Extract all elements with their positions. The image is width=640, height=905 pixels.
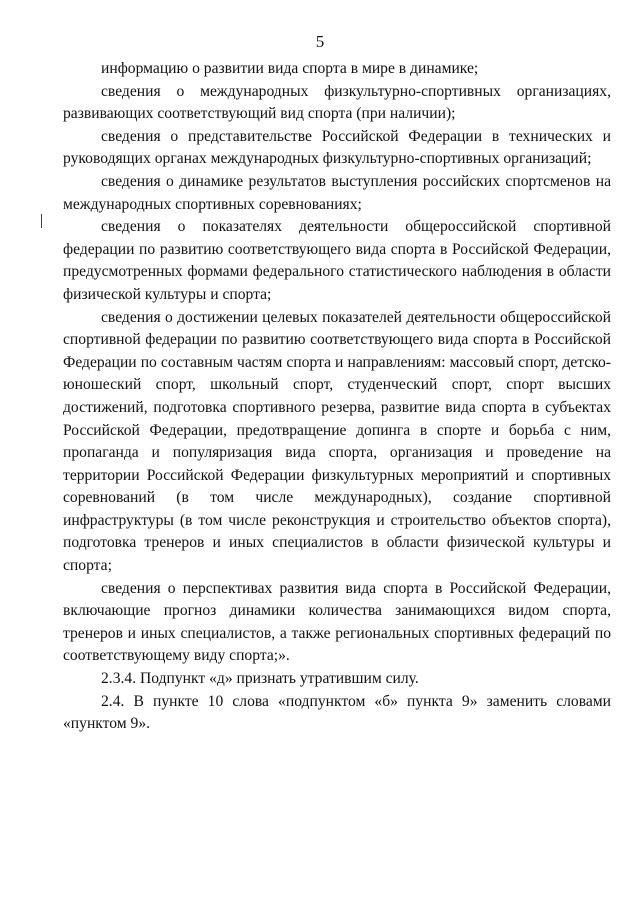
margin-mark xyxy=(41,214,42,228)
paragraph-representation: сведения о представительстве Российской Федерации в технических и руководящих органах международных физкультурно-спортивных организаций; xyxy=(63,127,611,168)
paragraph-results-dynamics: сведения о динамике результатов выступления российских спортсменов на международных спортивных соревнованиях; xyxy=(63,172,611,213)
page-number: 5 xyxy=(315,32,325,51)
paragraph-development-info: информацию о развитии вида спорта в мире в динамике; xyxy=(101,60,479,77)
paragraph-prospects: сведения о перспективах развития вида спорта в Российской Федерации, включающие прогноз динамики количества занимающихся видом спорта, тренеров и иных специалистов, а также региональных спортивных федераций по соответствующему виду спорта;». xyxy=(63,579,611,665)
paragraph-subpoint-d: 2.3.4. Подпункт «д» признать утратившим силу. xyxy=(101,670,419,688)
paragraph-federation-indicators: сведения о показателях деятельности общероссийской спортивной федерации по развитию соответствующего вида спорта в Российской Федерации, предусмотренных формами федерального статистического наблюдения в области физической культуры и спорта; xyxy=(63,218,611,303)
document-body xyxy=(63,58,611,736)
paragraph-international-organizations: сведения о международных физкультурно-спортивных организациях, развивающих соответствующий вид спорта (при наличии); xyxy=(63,82,611,123)
paragraph-target-indicators: сведения о достижении целевых показателей деятельности общероссийской спортивной федерации по развитию соответствующего вида спорта в Российской Федерации по составным частям спорта и направлениям: массовый спорт, детско-юношеский спорт, школьный спорт, студенческий спорт, спорт высших достижений, подготовка спортивного резерва, развитие вида спорта в субъектах Российской Федерации, предотвращение допинга в спорте и борьба с ним, пропаганда и популяризация вида спорта, организация и проведение на территории Российской Федерации физкультурных мероприятий и спортивных соревнований (в том числе международных), создание спортивной инфраструктуры (в том числе реконструкция и строительство объектов спорта), подготовка тренеров и иных специалистов в области физической культуры и спорта; xyxy=(63,308,611,575)
paragraph-point-10: 2.4. В пункте 10 слова «подпунктом «б» пункта 9» заменить словами «пунктом 9». xyxy=(63,692,611,733)
